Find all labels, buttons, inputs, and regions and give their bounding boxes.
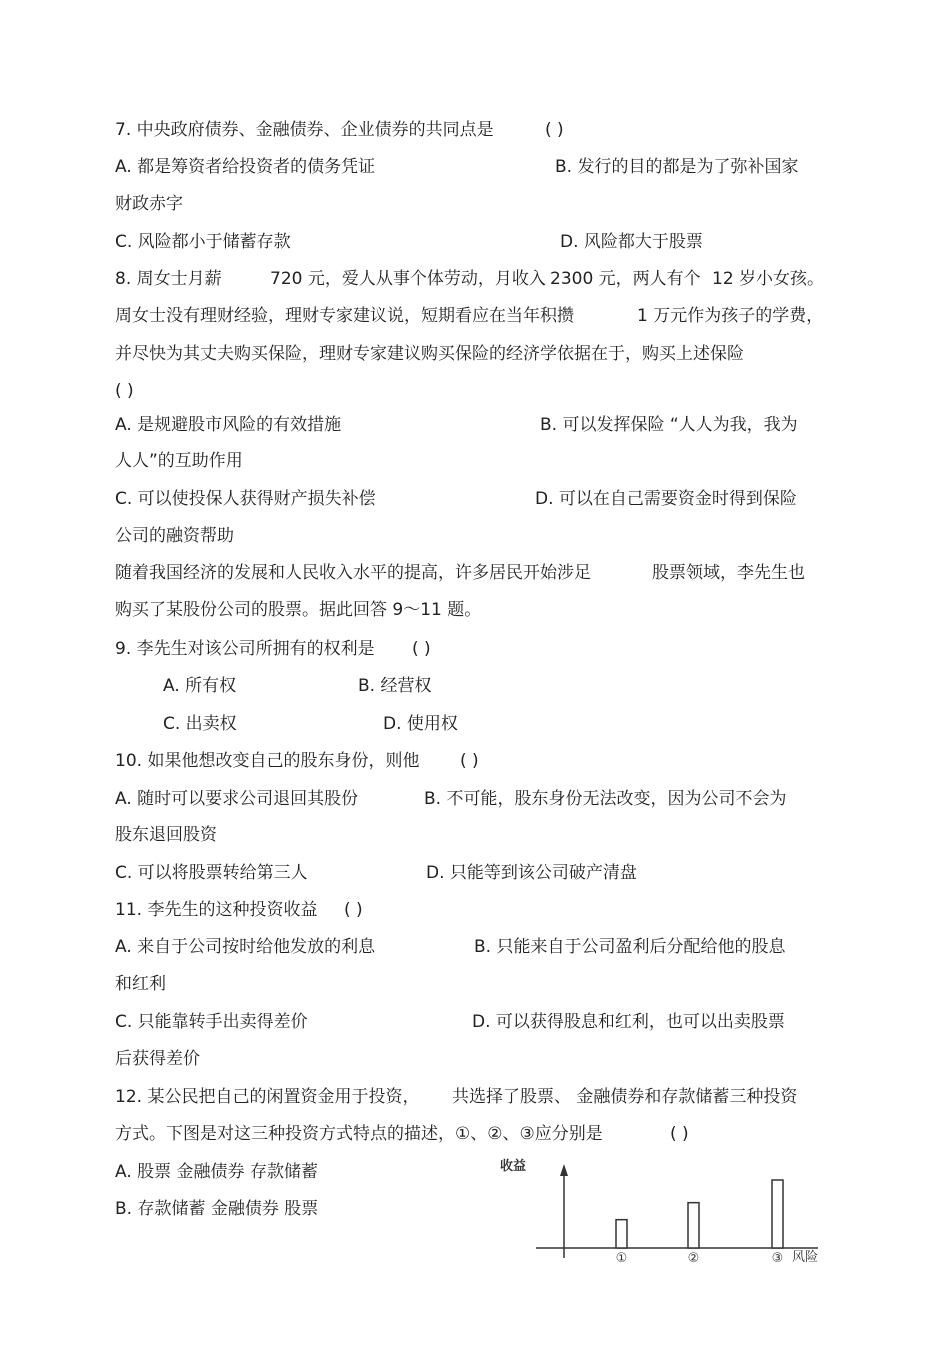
q8-line2-a: 周女士没有理财经验，理财专家建议说，短期看应在当年积攒 xyxy=(115,306,574,326)
q11-option-a: A. 来自于公司按时给他发放的利息 xyxy=(115,937,376,957)
q9-option-b: B. 经营权 xyxy=(358,676,432,696)
q8-option-b: B. 可以发挥保险 “人人为我，我为 xyxy=(540,415,798,435)
y-axis-arrow xyxy=(560,1164,568,1176)
q10-option-b-cont: 股东退回股资 xyxy=(115,825,217,845)
q7-option-d: D. 风险都大于股票 xyxy=(560,232,703,252)
q10-option-a: A. 随时可以要求公司退回其股份 xyxy=(115,789,359,809)
q11-option-d-cont: 后获得差价 xyxy=(115,1049,200,1069)
q7-option-b: B. 发行的目的都是为了弥补国家 xyxy=(555,157,799,177)
q12-answer-paren: ( ) xyxy=(670,1124,689,1144)
x-axis-label: 风险 xyxy=(792,1250,819,1265)
q8-answer-paren: ( ) xyxy=(115,381,134,401)
intro-line1-b: 股票领域，李先生也 xyxy=(652,563,805,583)
bar-1 xyxy=(616,1220,627,1248)
q8-option-a: A. 是规避股市风险的有效措施 xyxy=(115,415,342,435)
q8-line1-d: 12 岁小女孩。 xyxy=(712,269,825,289)
q8-option-d-cont: 公司的融资帮助 xyxy=(115,526,234,546)
q11-answer-paren: ( ) xyxy=(344,900,363,920)
q12-line1-b: 共选择了股票、 金融债券和存款储蓄三种投资 xyxy=(452,1087,798,1107)
intro-line2: 购买了某股份公司的股票。据此回答 9～11 题。 xyxy=(115,600,482,620)
bar-3 xyxy=(772,1180,783,1248)
q12-option-b: B. 存款储蓄 金融债券 股票 xyxy=(115,1199,319,1219)
y-axis-label: 收益 xyxy=(500,1159,527,1174)
q12-line1-a: 12. 某公民把自己的闲置资金用于投资， xyxy=(115,1087,420,1107)
q10-answer-paren: ( ) xyxy=(460,751,479,771)
q10-option-c: C. 可以将股票转给第三人 xyxy=(115,863,308,883)
q7-stem: 7. 中央政府债券、金融债券、企业债券的共同点是 xyxy=(115,120,494,140)
q9-option-c: C. 出卖权 xyxy=(163,714,237,734)
q9-option-d: D. 使用权 xyxy=(383,714,458,734)
q11-option-b-cont: 和红利 xyxy=(115,974,166,994)
q8-option-c: C. 可以使投保人获得财产损失补偿 xyxy=(115,489,376,509)
q7-option-c: C. 风险都小于储蓄存款 xyxy=(115,232,291,252)
q7-option-a: A. 都是筹资者给投资者的债务凭证 xyxy=(115,157,376,177)
intro-line1-a: 随着我国经济的发展和人民收入水平的提高，许多居民开始涉足 xyxy=(115,563,591,583)
q8-line2-b: 1 万元作为孩子的学费， xyxy=(637,306,824,326)
q12-line2: 方式。下图是对这三种投资方式特点的描述，①、②、③应分别是 xyxy=(115,1124,603,1144)
q7-option-b-cont: 财政赤字 xyxy=(115,194,183,214)
q9-answer-paren: ( ) xyxy=(412,639,431,659)
q10-option-b: B. 不可能，股东身份无法改变，因为公司不会为 xyxy=(424,789,787,809)
bar-label-3: ③ xyxy=(771,1251,784,1266)
q8-line1-a: 8. 周女士月薪 xyxy=(115,269,222,289)
q8-line1-b: 720 元，爱人从事个体劳动，月收入 xyxy=(270,269,546,289)
q9-option-a: A. 所有权 xyxy=(163,676,237,696)
q8-option-d: D. 可以在自己需要资金时得到保险 xyxy=(535,489,797,509)
q11-stem: 11. 李先生的这种投资收益 xyxy=(115,900,318,920)
q8-line3: 并尽快为其丈夫购买保险，理财专家建议购买保险的经济学依据在于，购买上述保险 xyxy=(115,344,744,364)
q12-option-a: A. 股票 金融债券 存款储蓄 xyxy=(115,1162,318,1182)
q9-stem: 9. 李先生对该公司所拥有的权利是 xyxy=(115,639,375,659)
q8-line1-c: 2300 元，两人有个 xyxy=(550,269,701,289)
q11-option-d: D. 可以获得股息和红利，也可以出卖股票 xyxy=(472,1012,785,1032)
q10-option-d: D. 只能等到该公司破产清盘 xyxy=(426,863,637,883)
bar-label-2: ② xyxy=(687,1251,700,1266)
bar-label-1: ① xyxy=(615,1251,628,1266)
risk-return-chart xyxy=(500,1159,840,1270)
q8-option-b-cont: 人人”的互助作用 xyxy=(115,451,243,471)
q10-stem: 10. 如果他想改变自己的股东身份，则他 xyxy=(115,751,420,771)
q11-option-c: C. 只能靠转手出卖得差价 xyxy=(115,1012,308,1032)
q7-answer-paren: ( ) xyxy=(545,120,564,140)
q11-option-b: B. 只能来自于公司盈利后分配给他的股息 xyxy=(474,937,786,957)
bar-2 xyxy=(688,1203,699,1248)
